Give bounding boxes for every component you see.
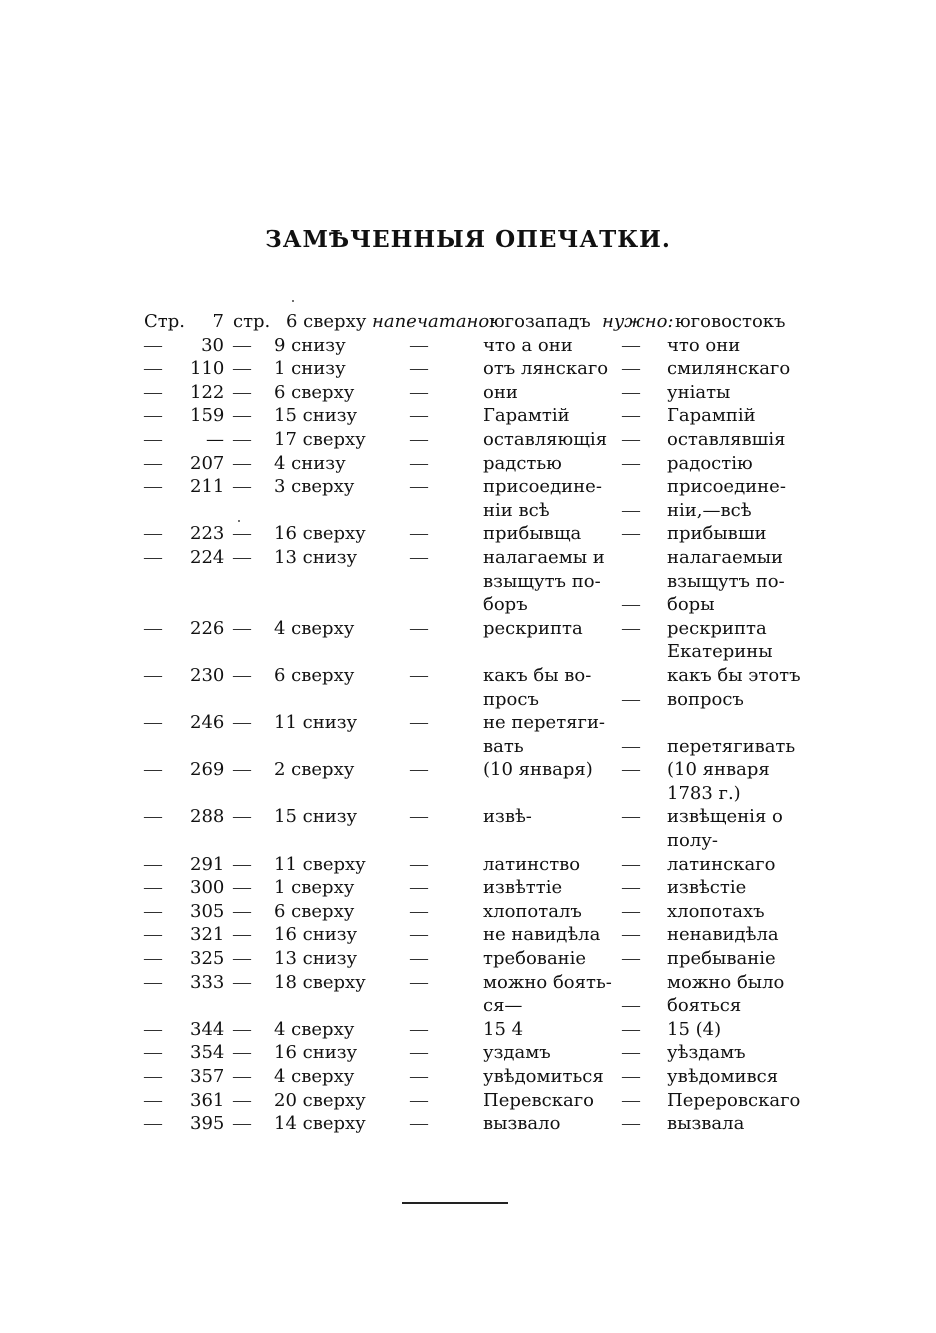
ditto-dash: —	[233, 428, 251, 449]
page-number: 288	[190, 806, 225, 828]
line-location: 1 сверху	[274, 877, 355, 899]
needed-text: радостію	[667, 452, 753, 474]
page-label: Стр.	[144, 311, 185, 332]
ditto-dash: —	[622, 358, 640, 379]
ditto-dash: —	[233, 900, 251, 921]
needed-text: 1783 г.)	[667, 782, 741, 804]
errata-row	[0, 758, 936, 805]
page-number: 226	[190, 617, 225, 639]
ditto-dash: —	[144, 1066, 162, 1086]
printed-text: хлопоталъ	[483, 900, 582, 922]
page-number: 211	[190, 476, 225, 498]
line-location: 11 сверху	[274, 853, 366, 875]
printed-text: уздамъ	[483, 1042, 551, 1064]
errata-row	[0, 853, 936, 877]
errata-row	[0, 947, 936, 971]
printed-text: отъ лянскаго	[483, 358, 609, 380]
errata-row	[0, 357, 936, 381]
printed-text: не перетяги-	[483, 712, 606, 734]
errata-row	[0, 334, 936, 358]
line-location: 4 сверху	[274, 1018, 355, 1040]
needed-text: ненавидѣла	[667, 924, 779, 946]
ditto-dash: —	[622, 617, 640, 638]
line-location: 16 снизу	[274, 1042, 358, 1064]
errata-row	[0, 1112, 936, 1136]
ditto-dash: —	[233, 381, 251, 402]
ditto-dash: —	[622, 995, 640, 1016]
ditto-dash: —	[410, 358, 428, 379]
page-number: 344	[190, 1018, 225, 1040]
ditto-dash: —	[144, 924, 162, 945]
printed-text: Гарамтій	[483, 405, 570, 427]
ditto-dash: —	[410, 853, 428, 874]
ditto-dash: —	[410, 1066, 428, 1086]
print-speck	[292, 300, 294, 302]
ditto-dash: —	[410, 1018, 428, 1039]
errata-row	[0, 1089, 936, 1113]
ditto-dash: —	[233, 1089, 251, 1110]
ditto-dash: —	[233, 405, 251, 426]
ditto-dash: —	[410, 546, 428, 567]
ditto-dash: —	[144, 948, 162, 969]
page-number: 224	[190, 546, 225, 568]
errata-row	[0, 1041, 936, 1065]
needed-text: уніаты	[667, 381, 731, 403]
page-number: 325	[190, 948, 225, 970]
line-location: 18 сверху	[274, 971, 366, 993]
line-location: 15 снизу	[274, 806, 358, 828]
page-number: 321	[190, 924, 225, 946]
ditto-dash: —	[410, 948, 428, 969]
ditto-dash: —	[144, 1113, 162, 1134]
ditto-dash: —	[410, 381, 428, 402]
printed-text: (10 января)	[483, 759, 593, 781]
printed-text: ся—	[483, 995, 523, 1017]
printed-text: извѣттіе	[483, 877, 563, 899]
ditto-dash: —	[144, 617, 162, 638]
ditto-dash: —	[144, 1089, 162, 1110]
line-location: 17 сверху	[274, 428, 366, 450]
printed-text: югозападъ	[489, 311, 591, 332]
needed-text: Гарампій	[667, 405, 756, 427]
ditto-dash: —	[144, 806, 162, 827]
page-number: 207	[190, 452, 225, 474]
ditto-dash: —	[144, 452, 162, 473]
line-location: 14 сверху	[274, 1113, 366, 1135]
page-number: 291	[190, 853, 225, 875]
ditto-dash: —	[233, 334, 251, 355]
ditto-dash: —	[410, 1113, 428, 1134]
printed-text: извѣ-	[483, 806, 532, 828]
errata-row	[0, 805, 936, 852]
page-number: 223	[190, 523, 225, 545]
line-location: 4 сверху	[274, 617, 355, 639]
needed-text: вызвала	[667, 1113, 745, 1135]
line-location: 6 сверху	[274, 664, 355, 686]
ditto-dash: —	[622, 452, 640, 473]
printed-label: напечатано:	[372, 311, 496, 332]
page-number: 305	[190, 900, 225, 922]
ditto-dash: —	[233, 1113, 251, 1134]
ditto-dash: —	[144, 381, 162, 402]
ditto-dash: —	[233, 546, 251, 567]
line-location: 11 снизу	[274, 712, 358, 734]
ditto-dash: —	[622, 877, 640, 898]
ditto-dash: —	[233, 877, 251, 898]
printed-text: 15 4	[483, 1018, 524, 1040]
ditto-dash: —	[144, 358, 162, 379]
needed-text: латинскаго	[667, 853, 776, 875]
ditto-dash: —	[233, 853, 251, 874]
needed-text: прибывши	[667, 523, 767, 545]
line-location: 6 сверху	[286, 311, 367, 332]
ditto-dash: —	[410, 759, 428, 780]
ditto-dash: —	[144, 334, 162, 355]
errata-row	[0, 664, 936, 711]
needed-text: смилянскаго	[667, 358, 791, 380]
ditto-dash: —	[622, 405, 640, 426]
line-location: 1 снизу	[274, 358, 346, 380]
printed-text: радстью	[483, 452, 562, 474]
ditto-dash: —	[144, 759, 162, 780]
ditto-dash: —	[622, 900, 640, 921]
ditto-dash: —	[622, 594, 640, 615]
needed-text: полу-	[667, 830, 718, 852]
printed-text: просъ	[483, 688, 539, 710]
printed-text: присоедине-	[483, 476, 602, 498]
errata-row	[0, 923, 936, 947]
page-number: 357	[190, 1066, 225, 1087]
ditto-dash: —	[144, 971, 162, 992]
ditto-dash: —	[622, 1089, 640, 1110]
needed-text: 15 (4)	[667, 1018, 722, 1040]
page-number: —	[206, 428, 224, 450]
page-number: 7	[212, 311, 224, 332]
printed-text: прибывща	[483, 523, 582, 545]
errata-row	[0, 971, 936, 1018]
ditto-dash: —	[144, 428, 162, 449]
ditto-dash: —	[622, 1018, 640, 1039]
line-location: 2 сверху	[274, 759, 355, 781]
needed-text: бояться	[667, 995, 742, 1017]
line-location: 16 сверху	[274, 523, 366, 545]
ditto-dash: —	[233, 948, 251, 969]
line-location: 6 сверху	[274, 381, 355, 403]
ditto-dash: —	[144, 405, 162, 426]
page-number: 333	[190, 971, 225, 993]
ditto-dash: —	[622, 853, 640, 874]
printed-text: налагаемы и	[483, 546, 605, 568]
needed-text: перетягивать	[667, 735, 796, 757]
ditto-dash: —	[144, 664, 162, 685]
errata-table	[0, 310, 936, 1136]
needed-text: рескрипта	[667, 617, 767, 639]
ditto-dash: —	[233, 924, 251, 945]
needed-text: извѣщенія о	[667, 806, 783, 828]
printed-text: требованіе	[483, 948, 587, 970]
ditto-dash: —	[410, 806, 428, 827]
needed-text: можно было	[667, 971, 785, 993]
page-number: 110	[190, 358, 225, 380]
needed-text: какъ бы этотъ	[667, 664, 801, 686]
page-abbr: стр.	[233, 311, 271, 332]
ditto-dash: —	[622, 759, 640, 780]
errata-row	[0, 381, 936, 405]
ditto-dash: —	[622, 806, 640, 827]
needed-text: (10 января	[667, 759, 770, 781]
needed-text: присоедине-	[667, 476, 786, 498]
needed-text: пребываніе	[667, 948, 776, 970]
ditto-dash: —	[410, 405, 428, 426]
page-title: ЗАМѢЧЕННЫЯ ОПЕЧАТКИ.	[265, 226, 671, 253]
errata-row	[0, 617, 936, 664]
needed-text: хлопотахъ	[667, 900, 765, 922]
page-number: 30	[201, 334, 224, 356]
errata-row	[0, 546, 936, 617]
printed-text: ніи всѣ	[483, 499, 550, 521]
ditto-dash: —	[622, 735, 640, 756]
page-number: 230	[190, 664, 225, 686]
errata-row	[0, 404, 936, 428]
needed-text: взыщутъ по-	[667, 570, 785, 592]
ditto-dash: —	[233, 1066, 251, 1086]
line-location: 16 снизу	[274, 924, 358, 946]
errata-row	[0, 452, 936, 476]
ditto-dash: —	[144, 900, 162, 921]
printed-text: можно боять-	[483, 971, 612, 993]
printed-text: какъ бы во-	[483, 664, 592, 686]
ditto-dash: —	[622, 1113, 640, 1134]
ditto-dash: —	[233, 452, 251, 473]
ditto-dash: —	[144, 546, 162, 567]
ditto-dash: —	[410, 900, 428, 921]
ditto-dash: —	[410, 334, 428, 355]
ditto-dash: —	[410, 664, 428, 685]
ditto-dash: —	[622, 334, 640, 355]
ditto-dash: —	[410, 712, 428, 733]
page-number: 361	[190, 1089, 225, 1111]
ditto-dash: —	[233, 523, 251, 544]
page-number: 122	[190, 381, 225, 403]
errata-row	[0, 1065, 936, 1089]
errata-header-row	[0, 310, 936, 334]
needed-text: вопросъ	[667, 688, 744, 710]
line-location: 13 снизу	[274, 948, 358, 970]
needed-text: что они	[667, 334, 741, 356]
ditto-dash: —	[622, 381, 640, 402]
ditto-dash: —	[410, 971, 428, 992]
printed-text: взыщутъ по-	[483, 570, 601, 592]
page-number: 300	[190, 877, 225, 899]
printed-text: вызвало	[483, 1113, 561, 1135]
needed-label: нужно:	[602, 311, 674, 332]
errata-row	[0, 1018, 936, 1042]
ditto-dash: —	[622, 924, 640, 945]
needed-text: налагаемыи	[667, 546, 784, 568]
ditto-dash: —	[622, 523, 640, 544]
line-location: 9 снизу	[274, 334, 346, 356]
ditto-dash: —	[144, 1042, 162, 1063]
line-location: 6 сверху	[274, 900, 355, 922]
ditto-dash: —	[410, 1089, 428, 1110]
ditto-dash: —	[410, 877, 428, 898]
ditto-dash: —	[410, 1042, 428, 1063]
printed-text: рескрипта	[483, 617, 583, 639]
page-number: 159	[190, 405, 225, 427]
errata-row	[0, 876, 936, 900]
errata-row	[0, 711, 936, 758]
page-number: 269	[190, 759, 225, 781]
ditto-dash: —	[410, 476, 428, 497]
ditto-dash: —	[144, 712, 162, 733]
ditto-dash: —	[144, 523, 162, 544]
closing-rule	[402, 1202, 508, 1204]
printed-text: что а они	[483, 334, 573, 356]
ditto-dash: —	[622, 948, 640, 969]
page-number: 354	[190, 1042, 225, 1064]
errata-row	[0, 475, 936, 522]
line-location: 4 снизу	[274, 452, 346, 474]
line-location: 15 снизу	[274, 405, 358, 427]
ditto-dash: —	[622, 428, 640, 449]
printed-text: увѣдомиться	[483, 1066, 604, 1087]
needed-text: ніи,—всѣ	[667, 499, 752, 521]
ditto-dash: —	[410, 523, 428, 544]
ditto-dash: —	[233, 971, 251, 992]
line-location: 4 сверху	[274, 1066, 355, 1087]
printed-text: латинство	[483, 853, 581, 875]
needed-text: увѣдомився	[667, 1066, 779, 1087]
printed-text: Перевскаго	[483, 1089, 594, 1111]
ditto-dash: —	[144, 877, 162, 898]
errata-row	[0, 428, 936, 452]
ditto-dash: —	[622, 1042, 640, 1063]
ditto-dash: —	[622, 1066, 640, 1086]
ditto-dash: —	[144, 853, 162, 874]
ditto-dash: —	[233, 476, 251, 497]
needed-text: юговостокъ	[675, 311, 786, 332]
needed-text: Екатерины	[667, 641, 773, 663]
ditto-dash: —	[622, 688, 640, 709]
ditto-dash: —	[233, 806, 251, 827]
printed-text: боръ	[483, 594, 528, 616]
ditto-dash: —	[233, 1018, 251, 1039]
line-location: 3 сверху	[274, 476, 355, 498]
ditto-dash: —	[233, 617, 251, 638]
printed-text: оставляющія	[483, 428, 608, 450]
ditto-dash: —	[622, 499, 640, 520]
needed-text: боры	[667, 594, 715, 616]
ditto-dash: —	[410, 428, 428, 449]
ditto-dash: —	[144, 476, 162, 497]
needed-text: оставлявшія	[667, 428, 786, 450]
ditto-dash: —	[410, 924, 428, 945]
errata-row	[0, 522, 936, 546]
line-location: 20 сверху	[274, 1089, 366, 1111]
page-number: 395	[190, 1113, 225, 1135]
ditto-dash: —	[410, 452, 428, 473]
ditto-dash: —	[233, 759, 251, 780]
needed-text: извѣстіе	[667, 877, 747, 899]
errata-row	[0, 900, 936, 924]
ditto-dash: —	[410, 617, 428, 638]
printed-text: они	[483, 381, 518, 403]
ditto-dash: —	[233, 664, 251, 685]
ditto-dash: —	[233, 1042, 251, 1063]
printed-text: вать	[483, 735, 524, 757]
ditto-dash: —	[233, 358, 251, 379]
needed-text: Переровскаго	[667, 1089, 801, 1111]
page-number: 246	[190, 712, 225, 734]
printed-text: не навидѣла	[483, 924, 601, 946]
needed-text: уѣздамъ	[667, 1042, 746, 1064]
line-location: 13 снизу	[274, 546, 358, 568]
ditto-dash: —	[233, 712, 251, 733]
ditto-dash: —	[144, 1018, 162, 1039]
